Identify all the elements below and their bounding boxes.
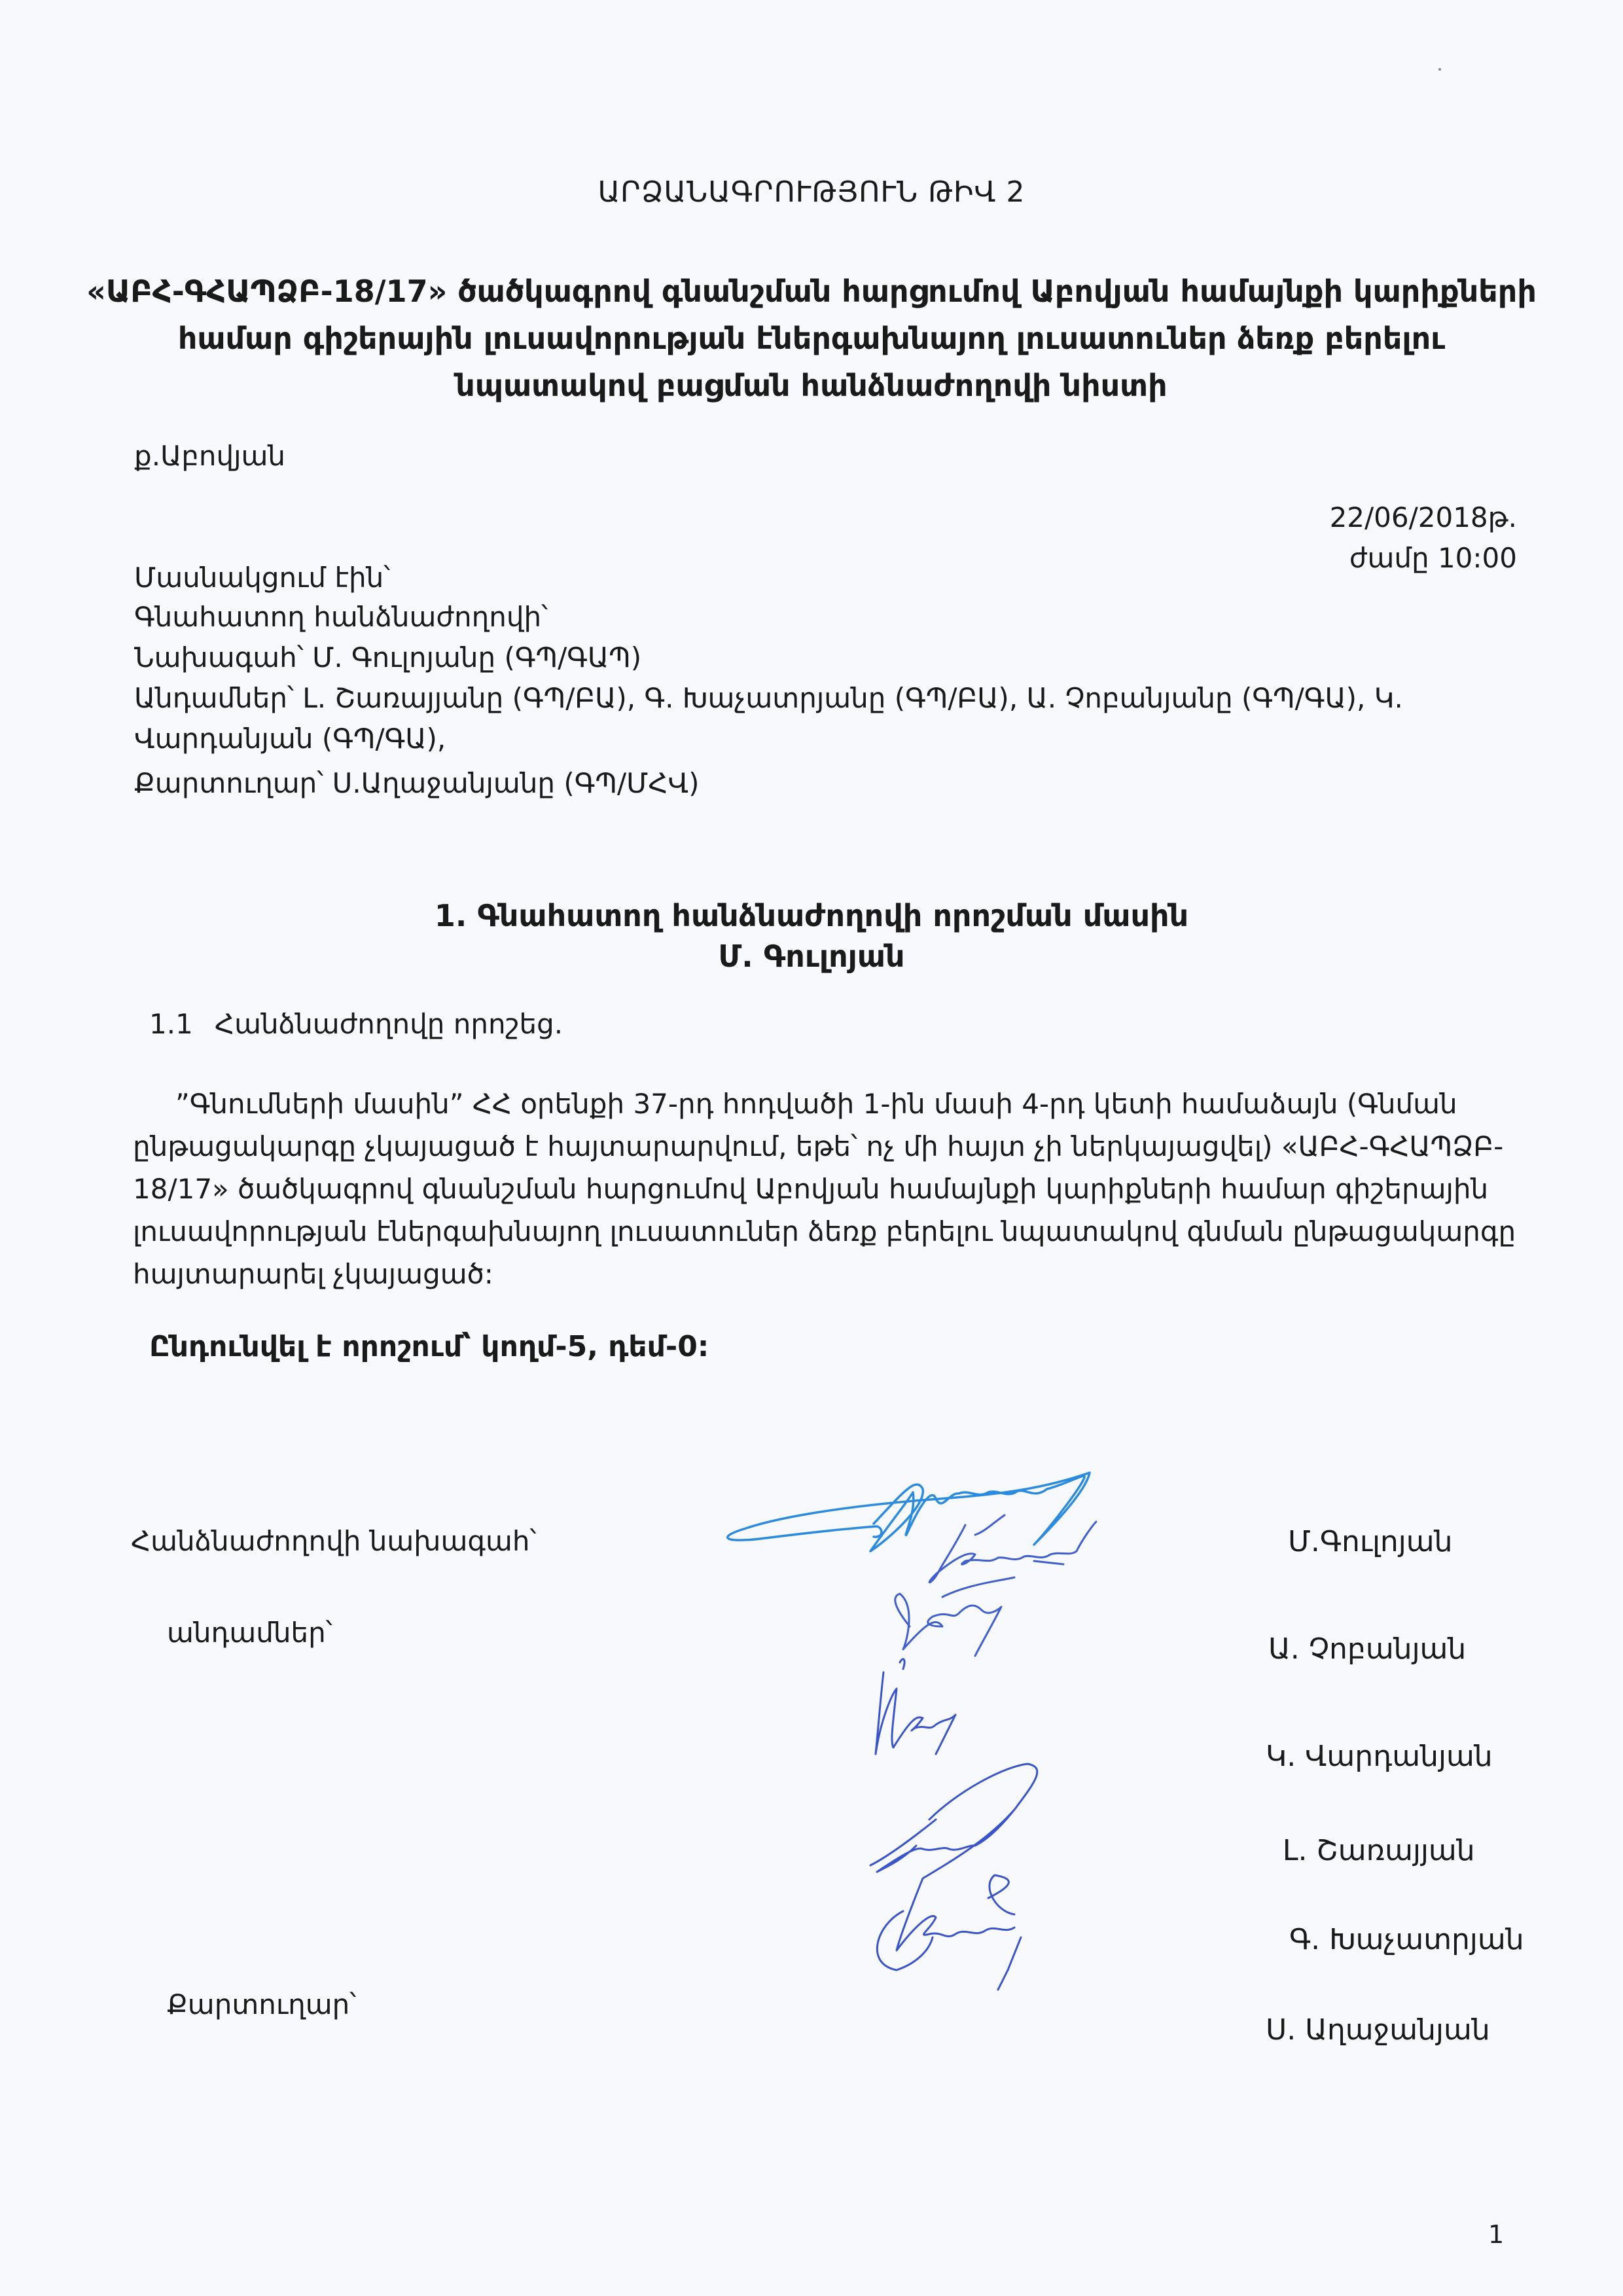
signatory-name: Ա. Չոբանյան [1268, 1632, 1467, 1666]
signature-member-2 [895, 1577, 1014, 1656]
document-title: ԱՐՁԱՆԱԳՐՈՒԹՅՈՒՆ ԹԻՎ 2 [597, 175, 1026, 209]
signature-chairman [728, 1473, 1090, 1551]
paragraph-line-1: ”Գնումների մասին” ՀՀ օրենքի 37-րդ հոդվածի 1-ին մասի 4-րդ կետի համաձայն (Գնման [175, 1088, 1457, 1120]
secretary-line: Քարտուղար՝ Ս.Աղաջանյանը (ԳՊ/ՄՀՎ) [134, 767, 700, 799]
members-line-1: Անդամներ՝ Լ. Շառայյանը (ԳՊ/ԲԱ), Գ. Խաչատրյանը (ԳՊ/ԲԱ), Ա. Չոբանյանը (ԳՊ/ԳԱ), Կ. [134, 682, 1403, 714]
signatory-name: Գ. Խաչատրյան [1289, 1923, 1524, 1956]
signatory-name: Ս. Աղաջանյան [1266, 2013, 1490, 2047]
city: ք.Աբովյան [134, 440, 286, 472]
scan-speck [1438, 68, 1441, 71]
paragraph-line-2: ընթացակարգը չկայացած է հայտարարվում, եթե՝ ոչ մի հայտ չի ներկայացվել) «ԱԲՀ-ԳՀԱՊՁԲ- [133, 1130, 1504, 1162]
committee-label: Գնահատող հանձնաժողովի՝ [134, 601, 548, 633]
page-number: 1 [1488, 2220, 1505, 2249]
signature-member-1 [929, 1515, 1096, 1583]
chairman-line: Նախագահ՝ Մ. Գուլոյանը (ԳՊ/ԳԱՊ) [134, 641, 642, 673]
section-title: 1. Գնահատող հանձնաժողովի որոշման մասին [434, 898, 1189, 933]
handwritten-signatures [707, 1453, 1296, 2108]
signature-member-4 [870, 1764, 1037, 1878]
participants-label: Մասնակցում էին՝ [134, 562, 391, 594]
date: 22/06/2018թ. [1329, 501, 1517, 533]
signatory-name: Կ. Վարդանյան [1266, 1740, 1493, 1773]
members-line-2: Վարդանյան (ԳՊ/ԳԱ), [134, 723, 446, 755]
section-speaker: Մ. Գուլոյան [718, 939, 905, 974]
time: ժամը 10:00 [1349, 542, 1517, 574]
secretary-signature-label: Քարտուղար՝ [167, 1988, 357, 2020]
signatory-name: Մ.Գուլոյան [1288, 1525, 1453, 1558]
subsection-number: 1.1 [149, 1008, 193, 1040]
subsection-text: Հանձնաժողովը որոշեց. [215, 1008, 563, 1040]
decision: Ընդունվել է որոշում՝ կողմ-5, դեմ-0: [149, 1330, 709, 1363]
paragraph-line-5: հայտարարել չկայացած: [133, 1258, 493, 1290]
signatory-name: Լ. Շառայյան [1283, 1834, 1475, 1867]
heading-line-2: համար գիշերային լուսավորության էներգախնայող լուսատուներ ձեռք բերելու [177, 321, 1446, 356]
signature-member-3 [876, 1659, 955, 1754]
members-signature-label: անդամներ՝ [167, 1617, 332, 1649]
paragraph-line-4: լուսավորության էներգախնայող լուսատուներ ձեռք բերելու նպատակով գնման ընթացակարգը [133, 1215, 1516, 1247]
chairman-signature-label: Հանձնաժողովի նախագահ՝ [131, 1525, 537, 1557]
heading-line-1: «ԱԲՀ-ԳՀԱՊՁԲ-18/17» ծածկագրով գնանշման հարցումով Աբովյան համայնքի կարիքների [86, 274, 1537, 309]
signature-secretary [877, 1875, 1021, 1990]
heading-line-3: նպատակով բացման հանձնաժողովի նիստի [455, 368, 1168, 403]
paragraph-line-3: 18/17» ծածկագրով գնանշման հարցումով Աբովյան համայնքի կարիքների համար գիշերային [133, 1173, 1489, 1205]
